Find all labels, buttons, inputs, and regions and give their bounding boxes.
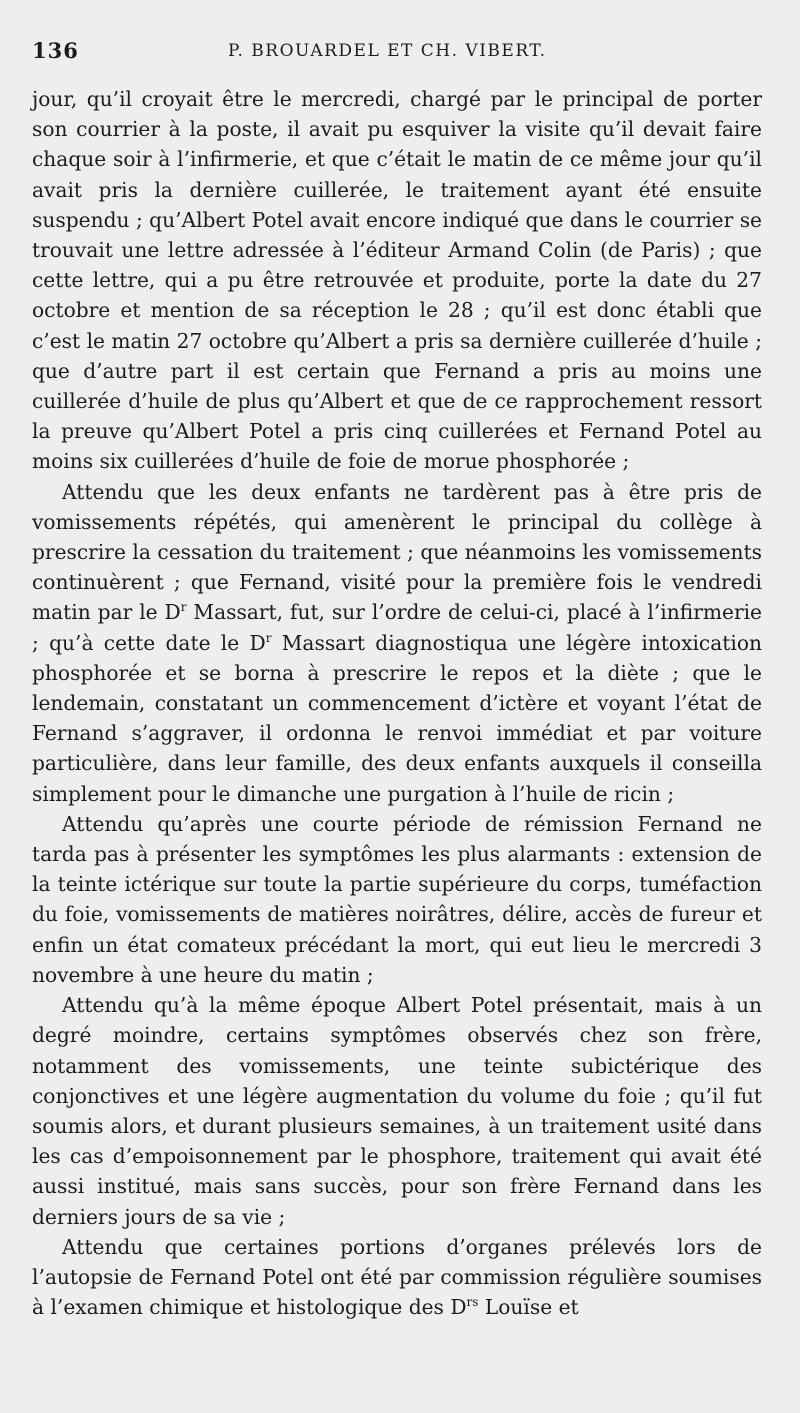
paragraph: [32, 990, 762, 1232]
paragraph-text: Attendu que certaines portions d’organes prélevés lors de l’autopsie de Fernand Potel ont été par commission régulière soumises à l’examen chimique et histologique des D: [32, 1234, 762, 1320]
superscript: rs: [466, 1295, 479, 1310]
paragraph-text: Attendu que les deux enfants ne tardèrent pas à être pris de vomissements répétés, qui amenèrent le principal du collège à prescrire la cessation du traitement ; que néanmoins les vomissements continuèrent ; que Fernand, visité pour la première fois le vendredi matin par le D: [32, 479, 762, 625]
running-head: [32, 36, 762, 72]
paragraph: [32, 809, 762, 990]
paragraph: [32, 1232, 762, 1323]
superscript: r: [265, 630, 272, 645]
body-text: [32, 84, 762, 1322]
paragraph-text: Attendu qu’après une courte période de rémission Fernand ne tarda pas à présenter les symptômes les plus alarmants : extension de la teinte ictérique sur toute la partie supérieure du corps, tuméfaction du foie, vomissements de matières noirâtres, délire, accès de fureur et enfin un état comateux précédant la mort, qui eut lieu le mercredi 3 novembre à une heure du matin ;: [32, 811, 762, 987]
paragraph-text: Louïse et: [478, 1295, 579, 1320]
paragraph-text: jour, qu’il croyait être le mercredi, chargé par le principal de porter son courrier à la poste, il avait pu esquiver la visite qu’il devait faire chaque soir à l’infirmerie, et que c’était le matin de ce même jour qu’il avait pris la dernière cuillerée, le traitement ayant été ensuite suspendu ; qu’Albert Potel avait encore indiqué que dans le courrier se trouvait une lettre adressée à l’éditeur Armand Colin (de Paris) ; que cette lettre, qui a pu être retrouvée et produite, porte la date du 27 octobre et mention de sa réception le 28 ; qu’il est donc établi que c’est le matin 27 octobre qu’Albert a pris sa dernière cuillerée d’huile ; que d’autre part il est certain que Fernand a pris au moins une cuillerée d’huile de plus qu’Albert et que de ce rapprochement ressort la preuve qu’Albert Potel a pris cinq cuillerées et Fernand Potel au moins six cuillerées d’huile de foie de morue phosphorée ;: [32, 87, 762, 474]
paragraph-text: Massart, fut, sur l’ordre de celui-ci, placé à l’infirmerie ; qu’à cette date le D: [32, 600, 762, 655]
running-title: P. BROUARDEL ET CH. VIBERT.: [228, 41, 547, 61]
superscript: r: [180, 600, 187, 615]
paragraph: [32, 477, 762, 809]
paragraph-text: Attendu qu’à la même époque Albert Potel présentait, mais à un degré moindre, certains symptômes observés chez son frère, notamment des vomissements, une teinte subictérique des conjonctives et une légère augmentation du volume du foie ; qu’il fut soumis alors, et durant plusieurs semaines, à un traitement usité dans les cas d’empoisonnement par le phosphore, traitement qui avait été aussi institué, mais sans succès, pour son frère Fernand dans les derniers jours de sa vie ;: [32, 993, 762, 1229]
paragraph: [32, 84, 762, 477]
paragraph-text: Massart diagnostiqua une légère intoxication phosphorée et se borna à prescrire le repos et la diète ; que le lendemain, constatant un commencement d’ictère et voyant l’état de Fernand s’aggraver, il ordonna le renvoi immédiat et par voiture particulière, dans leur famille, des deux enfants auxquels il conseilla simplement pour le dimanche une purgation à l’huile de ricin ;: [32, 630, 762, 806]
page-number: 136: [32, 38, 79, 63]
